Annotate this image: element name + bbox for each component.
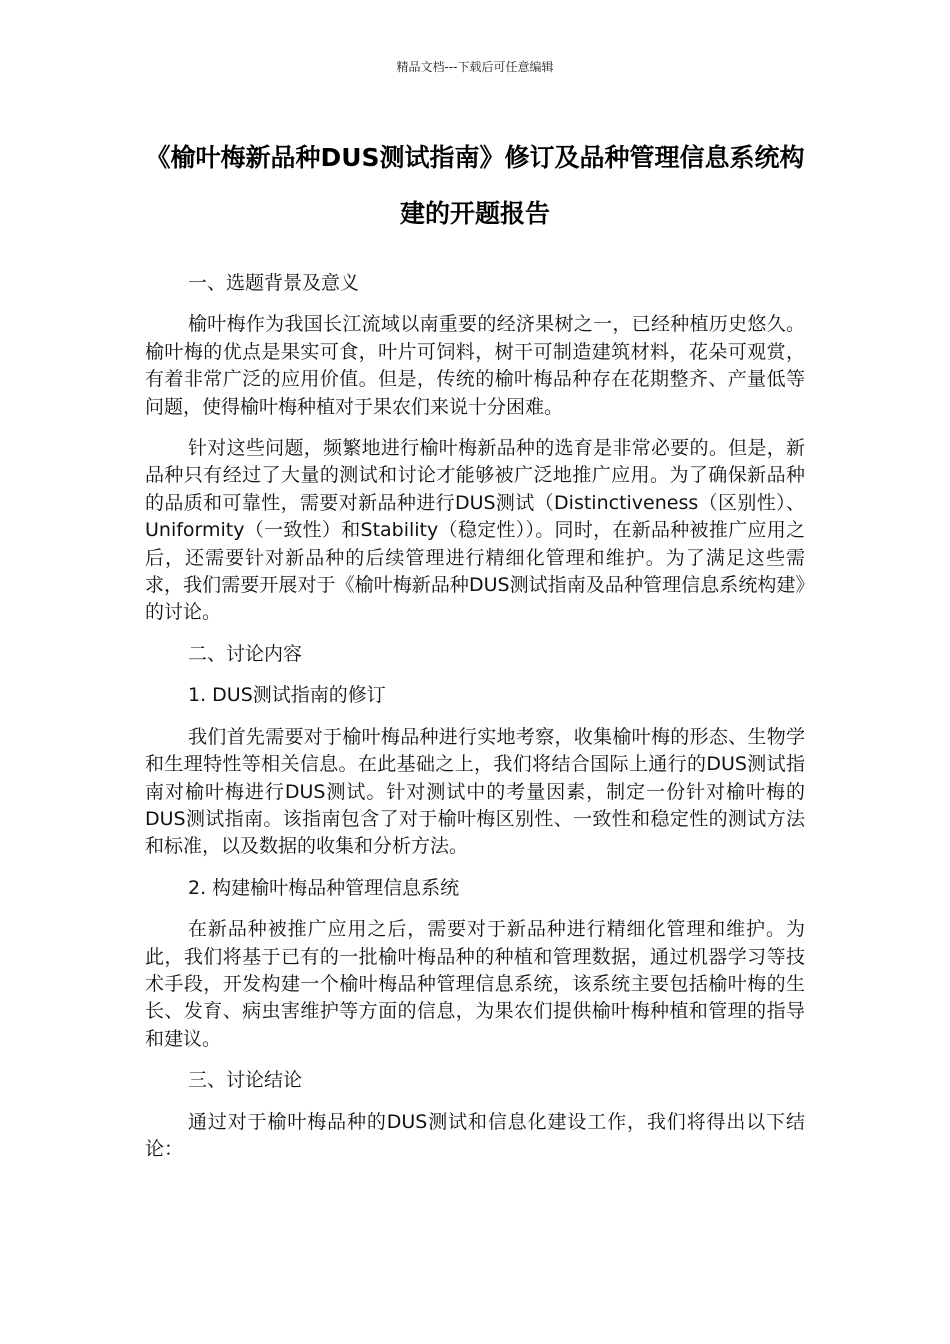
subsection-heading: 1. DUS测试指南的修订 xyxy=(188,684,386,707)
paragraph: 榆叶梅作为我国长江流域以南重要的经济果树之一，已经种植历史悠久。榆叶梅的优点是果实可食，叶片可饲料，树干可制造建筑材料，花朵可观赏，有着非常广泛的应用价值。但是，传统的榆叶梅品种存在花期整齐、产量低等问题，使得榆叶梅种植对于果农们来说十分困难。 xyxy=(145,313,805,418)
header-note: 精品文档---下载后可任意编辑 xyxy=(396,60,554,74)
paragraph: 在新品种被推广应用之后，需要对于新品种进行精细化管理和维护。为此，我们将基于已有的一批榆叶梅品种的种植和管理数据，通过机器学习等技术手段，开发构建一个榆叶梅品种管理信息系统，该系统主要包括榆叶梅的生长、发育、病虫害维护等方面的信息，为果农们提供榆叶梅种植和管理的指导和建议。 xyxy=(145,918,805,1050)
subsection-heading: 2. 构建榆叶梅品种管理信息系统 xyxy=(188,876,460,899)
paragraph: 针对这些问题，频繁地进行榆叶梅新品种的选育是非常必要的。但是，新品种只有经过了大量的测试和讨论才能够被广泛地推广应用。为了确保新品种的品质和可靠性，需要对新品种进行DUS测试（Distinctiveness（区别性）、Uniformity（一致性）和Stability（稳定性））。同时，在新品种被推广应用之后，还需要针对新品种的后续管理进行精细化管理和维护。为了满足这些需求，我们需要开展对于《榆叶梅新品种DUS测试指南及品种管理信息系统构建》的讨论。 xyxy=(145,437,805,624)
section-heading: 一、选题背景及意义 xyxy=(188,272,360,294)
section-heading: 三、讨论结论 xyxy=(188,1069,303,1092)
document-title: 《榆叶梅新品种DUS测试指南》修订及品种管理信息系统构建的开题报告 xyxy=(145,143,805,228)
paragraph: 通过对于榆叶梅品种的DUS测试和信息化建设工作，我们将得出以下结论： xyxy=(145,1110,805,1160)
document-body xyxy=(145,270,805,1177)
section-heading: 二、讨论内容 xyxy=(188,642,303,665)
paragraph: 我们首先需要对于榆叶梅品种进行实地考察，收集榆叶梅的形态、生物学和生理特性等相关信息。在此基础之上，我们将结合国际上通行的DUS测试指南对榆叶梅进行DUS测试。针对测试中的考量因素，制定一份针对榆叶梅的DUS测试指南。该指南包含了对于榆叶梅区别性、一致性和稳定性的测试方法和标准，以及数据的收集和分析方法。 xyxy=(145,725,805,858)
